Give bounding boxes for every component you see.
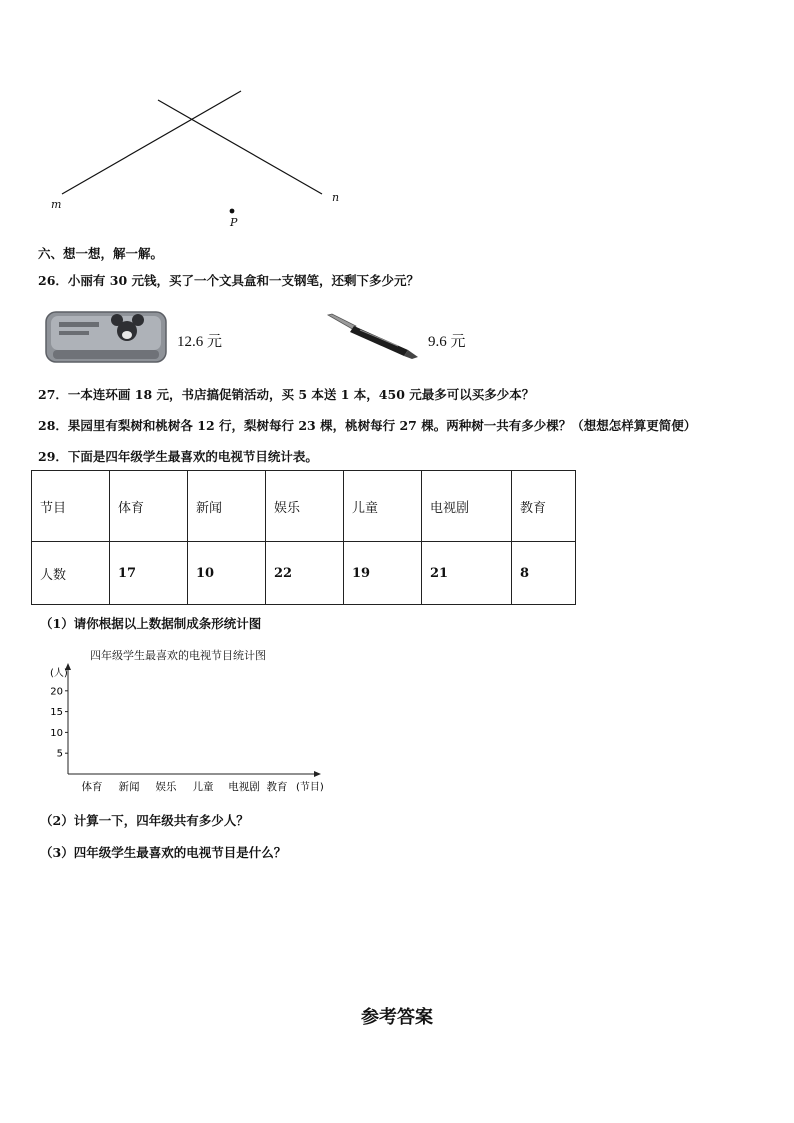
statistics-table (31, 470, 576, 605)
table-cell: 体育 (110, 471, 188, 542)
fountain-pen-image (326, 312, 420, 360)
x-tick-label: 儿童 (192, 781, 214, 793)
pen-price: 9.6 元 (428, 334, 466, 350)
line-n (158, 100, 322, 194)
table-cell: 教育 (512, 471, 576, 542)
label-p: P (230, 216, 238, 229)
point-p (230, 209, 235, 214)
table-cell: 19 (344, 542, 422, 605)
answer-title: 参考答案 (361, 1007, 433, 1028)
table-cell: 儿童 (344, 471, 422, 542)
pencil-case-image (45, 308, 167, 364)
question-28: 28．果园里有梨树和桃树各 12 行，梨树每行 23 棵，桃树每行 27 棵。两种树一共有多少棵？（想想怎样算更简便） (38, 418, 697, 433)
x-axis-arrow (314, 771, 321, 777)
table-cell: 22 (266, 542, 344, 605)
x-tick-label: 体育 (81, 781, 103, 793)
line-m (62, 91, 241, 194)
sub-question-1: （1）请你根据以上数据制成条形统计图 (40, 616, 262, 631)
section-title: 六、想一想，解一解。 (38, 246, 164, 261)
table-cell: 8 (512, 542, 576, 605)
x-tick-label: 教育 (266, 781, 288, 793)
table-header-label: 节目 (32, 471, 110, 542)
y-tick-label: 20 (50, 686, 63, 698)
label-n: n (332, 191, 340, 204)
table-cell: 电视剧 (422, 471, 512, 542)
table-cell: 娱乐 (266, 471, 344, 542)
question-26: 26．小丽有 30 元钱，买了一个文具盒和一支钢笔，还剩下多少元？ (38, 273, 419, 288)
table-row (32, 542, 576, 605)
y-axis-label: (人) (50, 668, 68, 679)
question-27: 27．一本连环画 18 元，书店搞促销活动，买 5 本送 1 本，450 元最多可以买多少本？ (38, 387, 535, 402)
label-m: m (51, 198, 62, 211)
table-row-label: 人数 (32, 542, 110, 605)
chart-title: 四年级学生最喜欢的电视节目统计图 (90, 649, 266, 662)
x-tick-label: 新闻 (118, 781, 140, 793)
table-row (32, 471, 576, 542)
y-tick-label: 10 (50, 727, 63, 739)
bar-chart (40, 660, 340, 800)
pencil-case-price: 12.6 元 (177, 334, 223, 350)
table-cell: 17 (110, 542, 188, 605)
x-tick-label: 电视剧 (228, 781, 260, 793)
sub-question-3: （3）四年级学生最喜欢的电视节目是什么？ (40, 845, 287, 860)
y-tick-label: 5 (56, 748, 63, 760)
table-cell: 21 (422, 542, 512, 605)
geometry-figure (0, 0, 794, 240)
table-cell: 新闻 (188, 471, 266, 542)
y-tick-label: 15 (50, 707, 63, 719)
x-tick-label: 娱乐 (155, 781, 177, 793)
question-29: 29．下面是四年级学生最喜欢的电视节目统计表。 (38, 449, 318, 464)
table-cell: 10 (188, 542, 266, 605)
x-axis-label: (节目) (296, 782, 324, 793)
sub-question-2: （2）计算一下，四年级共有多少人？ (40, 813, 249, 828)
